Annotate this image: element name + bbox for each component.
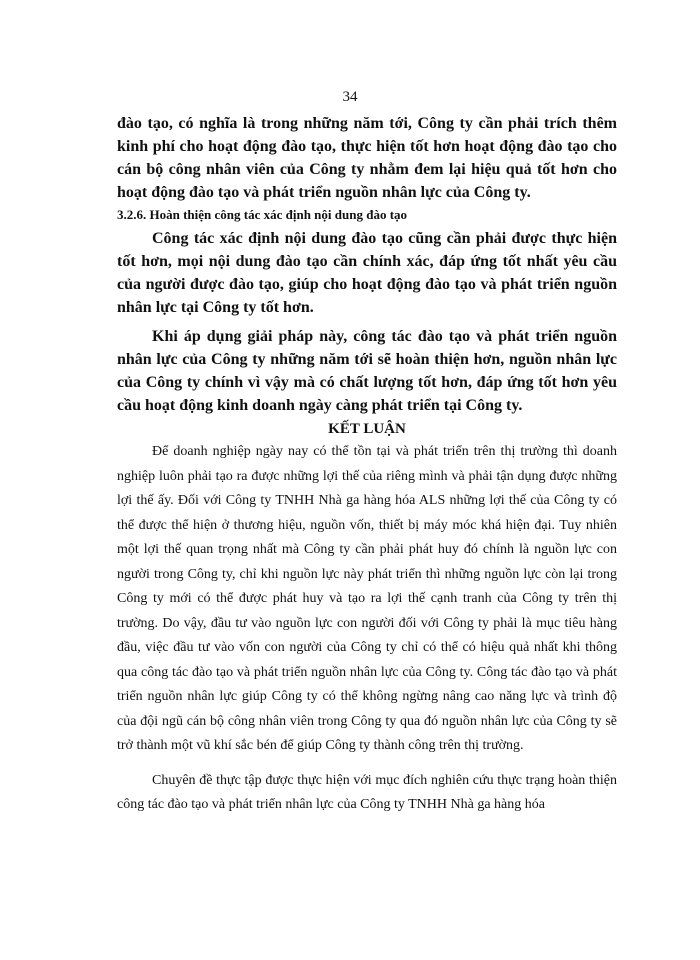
section-heading: 3.2.6. Hoàn thiện công tác xác định nội dung đào tạo: [117, 207, 408, 222]
conclusion-heading: KẾT LUẬN: [328, 421, 406, 437]
page-number: 34: [342, 89, 358, 105]
section-paragraph-1: Công tác xác định nội dung đào tạo cũng cần phải được thực hiện tốt hơn, mọi nội dung đào tạo cần chính xác, đáp ứng tốt nhất yêu cầu của người được đào tạo, giúp cho hoạt động đào tạo và phát triển nguồn nhân lực tại Công ty tốt hơn.: [117, 230, 617, 316]
section-paragraph-2: Khi áp dụng giải pháp này, công tác đào tạo và phát triển nguồn nhân lực của Công ty những năm tới sẽ hoàn thiện hơn, nguồn nhân lực của Công ty chính vì vậy mà có chất lượng tốt hơn, đáp ứng tốt hơn yêu cầu hoạt động kinh doanh ngày càng phát triển tại Công ty.: [117, 328, 617, 414]
document-body: [117, 112, 617, 818]
conclusion-paragraph-1: Để doanh nghiệp ngày nay có thể tồn tại và phát triển trên thị trường thì doanh nghiệp luôn phải tạo ra được những lợi thế của riêng mình và phải tận dụng được những lợi thế ấy. Đối với Công ty TNHH Nhà ga hàng hóa ALS những lợi thế của Công ty có thể được thể hiện ở thương hiệu, nguồn vốn, thiết bị máy móc khá hiện đại. Tuy nhiên một lợi thế quan trọng nhất mà Công ty cần phải phát huy đó chính là nguồn lực con người trong Công ty, chỉ khi nguồn lực này phát triển thì những nguồn lực còn lại trong Công ty mới có thể được phát huy và tạo ra lợi thế cạnh tranh của Công ty trên thị trường. Do vậy, đầu tư vào nguồn lực con người đối với Công ty phải là mục tiêu hàng đầu, việc đầu tư vào vốn con người của Công ty chỉ có thể có hiệu quả nhất khi thông qua công tác đào tạo và phát triển nguồn nhân lực của Công ty. Công tác đào tạo và phát triển nguồn nhân lực giúp Công ty có thể không ngừng nâng cao năng lực và trình độ của đội ngũ cán bộ công nhân viên trong Công ty qua đó nguồn nhân lực của Công ty sẽ trở thành một vũ khí sắc bén để giúp Công ty thành công trên thị trường.: [117, 444, 617, 753]
continued-paragraph: đào tạo, có nghĩa là trong những năm tới, Công ty cần phải trích thêm kinh phí cho hoạt động đào tạo, thực hiện tốt hơn hoạt động đào tạo cho cán bộ công nhân viên của Công ty nhằm đem lại hiệu quả tốt hơn cho hoạt động đào tạo và phát triển nguồn nhân lực của Công ty.: [117, 115, 617, 201]
conclusion-paragraph-2: Chuyên đề thực tập được thực hiện với mục đích nghiên cứu thực trạng hoàn thiện công tác đào tạo và phát triển nhân lực của Công ty TNHH Nhà ga hàng hóa: [117, 772, 617, 812]
